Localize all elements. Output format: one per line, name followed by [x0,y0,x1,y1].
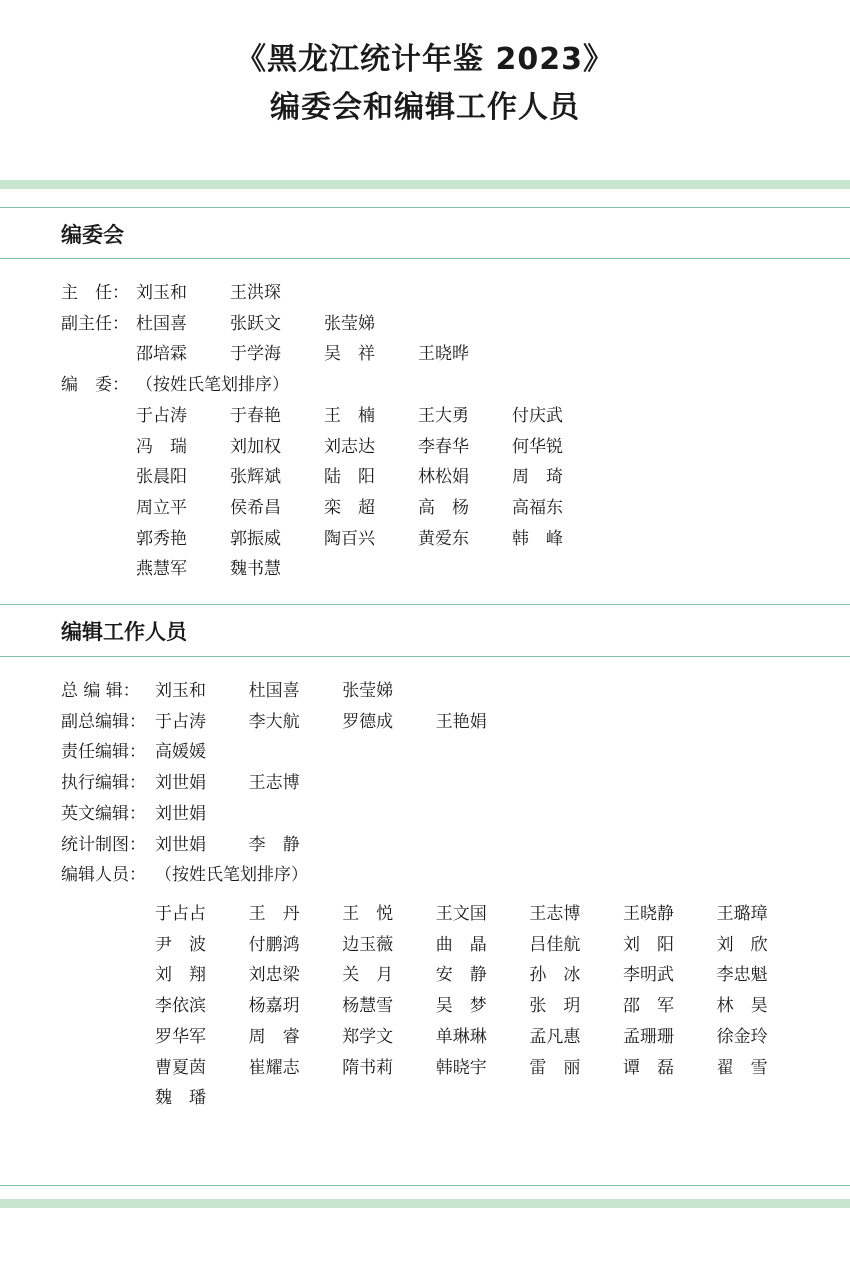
members-label: 编 委： [61,375,129,396]
name-cell: 郑学文 [342,1026,394,1047]
name-cell: 刘 翔 [155,965,206,986]
name-cell: 王 楠 [324,405,375,426]
name-cell: 周 琦 [512,467,563,488]
name-cell: 徐金玲 [716,1026,768,1047]
name-cell: 陶百兴 [324,528,375,549]
role-label: 执行编辑： [61,773,146,794]
name-cell: 王艳娟 [435,711,487,732]
name-cell: 韩 峰 [512,528,563,549]
staff-note: （按姓氏笔划排序） [155,865,308,886]
name-cell: 谭 磊 [623,1057,674,1078]
name-cell: 邵培霖 [136,344,187,365]
top-band [0,180,850,189]
role-label: 责任编辑： [61,742,146,763]
name-cell: 李 静 [248,834,300,855]
role-label: 英文编辑： [61,803,146,824]
name-cell: 吴 祥 [324,344,375,365]
name-cell: 王晓静 [623,904,674,924]
name-cell: 孟凡惠 [529,1026,581,1047]
name-cell: 林 昊 [716,996,768,1017]
name-cell: 曹夏茵 [155,1057,206,1078]
members-note: （按姓氏笔划排序） [136,375,289,396]
name-cell: 邵 军 [623,996,674,1017]
name-cell: 杜国喜 [136,313,187,334]
staff-label: 编辑人员： [61,865,146,886]
name-cell: 雷 丽 [529,1057,581,1078]
name-cell: 陆 阳 [324,467,375,488]
name-cell: 李大航 [248,711,300,732]
divider-rule [0,258,850,259]
role-label: 总 编 辑： [61,681,140,701]
name-cell: 张跃文 [230,313,281,334]
name-cell: 付鹏鸿 [248,934,300,955]
name-cell: 郭秀艳 [136,528,187,549]
name-cell: 尹 波 [155,934,206,955]
name-cell: 吕佳航 [529,934,581,955]
name-cell: 孟珊珊 [623,1026,674,1047]
name-cell: 杜国喜 [248,681,300,701]
name-cell: 吴 梦 [435,996,487,1017]
name-cell: 刘 欣 [716,934,768,955]
name-cell: 郭振威 [230,528,281,549]
name-cell: 王璐璋 [716,904,768,924]
name-cell: 张莹娣 [342,681,394,701]
name-cell: 刘玉和 [155,681,206,701]
name-cell: 王晓晔 [418,344,469,365]
name-cell: 李明武 [623,965,674,986]
name-cell: 高媛媛 [155,742,206,763]
name-cell: 刘世娟 [155,773,206,794]
name-cell: 黄爱东 [418,528,469,549]
name-cell: 高 杨 [418,497,469,518]
document-title-line2: 编委会和编辑工作人员 [270,90,580,125]
name-cell: 孙 冰 [529,965,581,986]
bottom-band [0,1199,850,1208]
document-title-line1: 《黑龙江统计年鉴 2023》 [236,42,614,77]
name-cell: 王文国 [435,904,487,924]
name-cell: 魏书慧 [230,559,281,580]
name-cell: 王洪琛 [230,283,281,303]
name-cell: 王 丹 [248,904,300,924]
name-cell: 刘加权 [230,436,281,457]
name-cell: 刘志达 [324,436,375,457]
name-cell: 张辉斌 [230,467,281,488]
divider-rule [0,604,850,605]
name-cell: 高福东 [512,497,563,518]
committee-heading: 编委会 [61,223,124,247]
divider-rule [0,1185,850,1186]
name-cell: 崔耀志 [248,1057,300,1078]
deputy-label: 副主任： [61,313,129,334]
name-cell: 张晨阳 [136,467,187,488]
divider-rule [0,656,850,657]
name-cell: 张莹娣 [324,313,375,334]
name-cell: 侯希昌 [230,497,281,518]
name-cell: 刘玉和 [136,283,187,303]
name-cell: 翟 雪 [716,1057,768,1078]
name-cell: 魏 璠 [155,1088,206,1109]
name-cell: 周立平 [136,497,187,518]
name-cell: 栾 超 [324,497,375,518]
role-label: 副总编辑： [61,711,146,732]
name-cell: 刘世娟 [155,834,206,855]
name-cell: 于占涛 [136,405,187,426]
name-cell: 边玉薇 [342,934,394,955]
director-label: 主 任： [61,283,129,303]
name-cell: 刘忠梁 [248,965,300,986]
name-cell: 林松娟 [418,467,469,488]
name-cell: 安 静 [435,965,487,986]
name-cell: 王志博 [248,773,300,794]
name-cell: 杨嘉玥 [248,996,300,1017]
name-cell: 韩晓宇 [435,1057,487,1078]
name-cell: 王志博 [529,904,581,924]
name-cell: 于春艳 [230,405,281,426]
name-cell: 李春华 [418,436,469,457]
name-cell: 付庆武 [512,405,563,426]
name-cell: 周 睿 [248,1026,300,1047]
name-cell: 单琳琳 [435,1026,487,1047]
editorial-heading: 编辑工作人员 [61,620,187,644]
name-cell: 于占涛 [155,711,206,732]
name-cell: 曲 晶 [435,934,487,955]
name-cell: 刘 阳 [623,934,674,955]
name-cell: 杨慧雪 [342,996,394,1017]
name-cell: 燕慧军 [136,559,187,580]
name-cell: 关 月 [342,965,394,986]
name-cell: 刘世娟 [155,803,206,824]
name-cell: 李忠魁 [716,965,768,986]
name-cell: 何华锐 [512,436,563,457]
name-cell: 于学海 [230,344,281,365]
name-cell: 冯 瑞 [136,436,187,457]
name-cell: 李依滨 [155,996,206,1017]
name-cell: 王大勇 [418,405,469,426]
role-label: 统计制图： [61,834,146,855]
name-cell: 隋书莉 [342,1057,394,1078]
name-cell: 张 玥 [529,996,581,1017]
name-cell: 罗华军 [155,1026,206,1047]
name-cell: 王 悦 [342,904,394,924]
name-cell: 于占占 [155,904,206,924]
name-cell: 罗德成 [342,711,394,732]
divider-rule [0,207,850,208]
